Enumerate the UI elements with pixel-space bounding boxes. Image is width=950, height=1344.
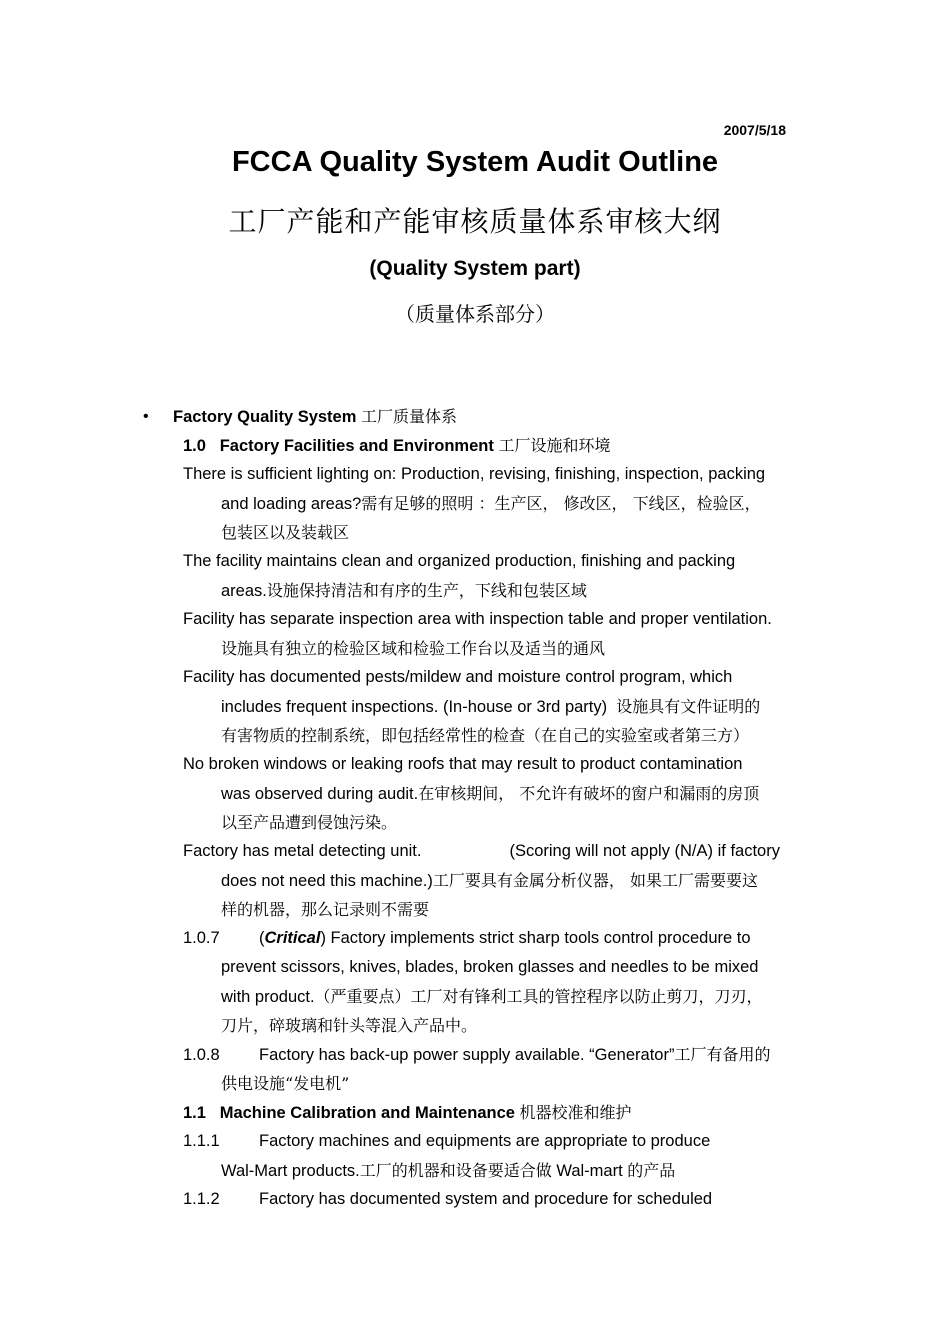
- item-text: Factory has metal detecting unit.: [183, 842, 422, 860]
- item-inspection-cn: 设施具有独立的检验区域和检验工作台以及适当的通风: [221, 639, 606, 658]
- item-text-cn: 工厂的机器和设备要适合做: [359, 1161, 552, 1180]
- item-number: 1.1.1: [183, 1132, 220, 1150]
- critical-label: Critical: [264, 929, 321, 947]
- item-text: Factory has back-up power supply available. “Generator”: [259, 1046, 675, 1064]
- item-text-brand: Wal-mart: [551, 1162, 628, 1180]
- item-text-cn: 需有足够的照明 ：生产区， 修改区， 下线区，检验区，: [361, 494, 761, 513]
- item-text: does not need this machine.): [221, 872, 433, 890]
- item-lighting-cn: 包装区以及装载区: [221, 523, 350, 542]
- item-clean-cont: [221, 576, 587, 606]
- subsection-title-cn: 机器校准和维护: [519, 1103, 632, 1122]
- item-text-cn: 工厂有备用的: [674, 1045, 771, 1064]
- item-text: Wal-Mart products.: [221, 1162, 360, 1180]
- document-subtitle: (Quality System part): [369, 257, 581, 280]
- item-clean: The facility maintains clean and organized production, finishing and packing: [183, 552, 736, 570]
- item-pest-control-cn: 有害物质的控制系统，即包括经常性的检查（在自己的实验室或者第三方）: [221, 726, 750, 745]
- bullet-icon: •: [143, 408, 149, 425]
- item-text: includes frequent inspections. (In-house or 3rd party): [221, 698, 608, 716]
- item-number: 1.0.7: [183, 929, 220, 947]
- item-text-note: (Scoring will not apply (N/A) if factory: [509, 842, 780, 860]
- item-1-0-7-line3: [221, 982, 763, 1012]
- item-1-1-2: [183, 1185, 712, 1214]
- subsection-number: 1.1: [183, 1104, 206, 1122]
- item-pest-control: Facility has documented pests/mildew and moisture control program, which: [183, 668, 733, 686]
- item-metal-detector-cont: [221, 866, 758, 896]
- item-windows: No broken windows or leaking roofs that may result to product contamination: [183, 755, 743, 773]
- item-text-cn: 工厂要具有金属分析仪器， 如果工厂需要要这: [432, 871, 758, 890]
- item-windows-cont: [221, 779, 759, 809]
- item-text: was observed during audit.: [221, 785, 419, 803]
- item-text: and loading areas?: [221, 495, 362, 513]
- item-text: with product.: [221, 988, 315, 1006]
- item-text-cn2: 的产品: [627, 1161, 676, 1180]
- document-title: FCCA Quality System Audit Outline: [231, 146, 719, 178]
- item-1-1-1-cont: [221, 1156, 675, 1186]
- item-1-0-8-cn: 供电设施“发电机”: [221, 1074, 350, 1093]
- item-metal-detector: [183, 837, 780, 866]
- item-text-cn: 设施具有文件证明的: [616, 697, 761, 716]
- item-text: ) Factory implements strict sharp tools control procedure to: [320, 929, 751, 947]
- item-lighting-cont: [221, 489, 761, 519]
- subsection-title: Machine Calibration and Maintenance: [219, 1104, 515, 1122]
- item-number: 1.0.8: [183, 1046, 220, 1064]
- item-windows-cn: 以至产品遭到侵蚀污染。: [221, 813, 398, 832]
- item-text: Factory has documented system and procedure for scheduled: [259, 1190, 713, 1208]
- subsection-title-cn: 工厂设施和环境: [498, 436, 611, 455]
- item-text-cn: （严重要点）工厂对有锋利工具的管控程序以防止剪刀，刀刃，: [314, 987, 763, 1006]
- section-title: Factory Quality System: [173, 408, 357, 426]
- item-metal-detector-cn: 样的机器，那么记录则不需要: [221, 900, 430, 919]
- item-1-1-1: [183, 1127, 710, 1156]
- item-pest-control-cont: [221, 692, 760, 722]
- section-title-cn: 工厂质量体系: [361, 407, 458, 426]
- subsection-heading-1-0: [183, 431, 610, 461]
- item-1-0-7-line2: prevent scissors, knives, blades, broken glasses and needles to be mixed: [221, 958, 759, 976]
- item-text: Factory machines and equipments are appropriate to produce: [259, 1132, 711, 1150]
- document-title-cn: 工厂产能和产能审核质量体系审核大纲: [228, 205, 722, 238]
- document-date: 2007/5/18: [723, 122, 786, 138]
- section-heading: [173, 402, 457, 432]
- item-1-0-7-cn: 刀片，碎玻璃和针头等混入产品中。: [221, 1016, 478, 1035]
- item-1-0-8: [183, 1040, 770, 1070]
- item-lighting: There is sufficient lighting on: Production, revising, finishing, inspection, packing: [183, 465, 766, 483]
- subsection-title: Factory Facilities and Environment: [219, 437, 494, 455]
- subsection-heading-1-1: [183, 1098, 632, 1128]
- item-text: areas.: [221, 582, 267, 600]
- item-text-cn: 设施保持清洁和有序的生产，下线和包装区域: [266, 581, 587, 600]
- item-text-cn: 在审核期间， 不允许有破坏的窗户和漏雨的房顶: [418, 784, 760, 803]
- subsection-number: 1.0: [183, 437, 206, 455]
- item-1-0-7: [183, 924, 751, 953]
- item-inspection: Facility has separate inspection area with inspection table and proper ventilation.: [183, 610, 772, 628]
- item-paren: (: [259, 929, 265, 947]
- document-subtitle-cn: （质量体系部分）: [395, 302, 555, 326]
- item-number: 1.1.2: [183, 1190, 220, 1208]
